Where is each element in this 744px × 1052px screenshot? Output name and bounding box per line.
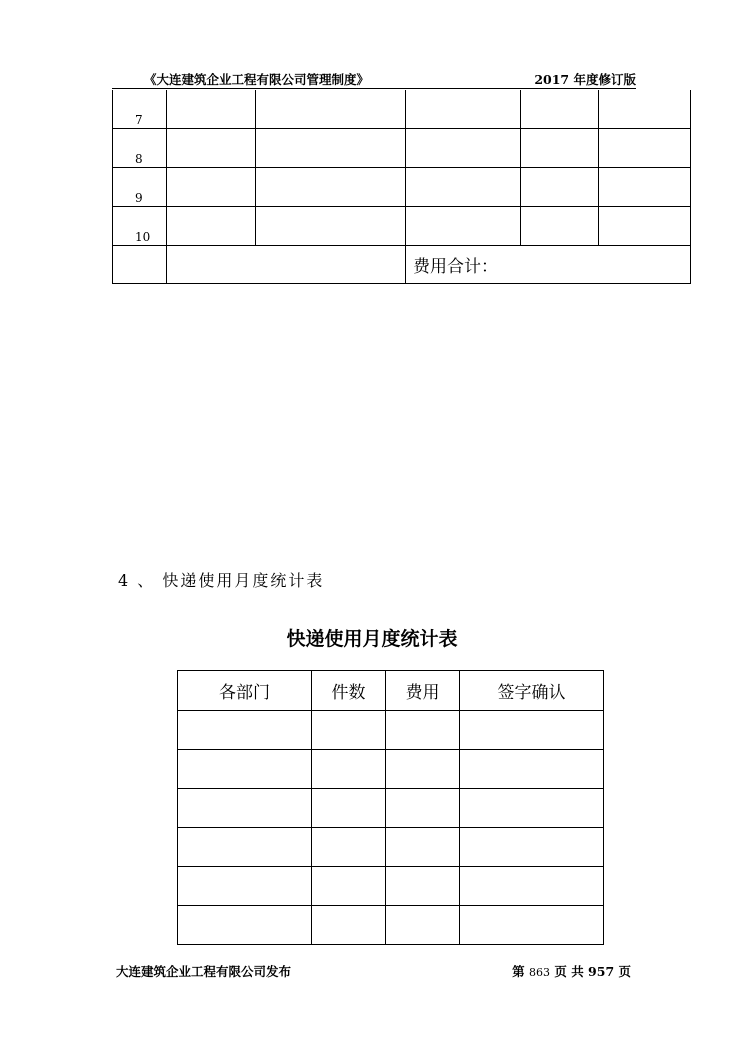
current-page: 863: [528, 966, 550, 979]
table-cell: [312, 828, 386, 867]
table-cell: [460, 906, 604, 945]
column-header-department: 各部门: [178, 671, 312, 711]
header-document-title: 《大连建筑企业工程有限公司管理制度》: [144, 72, 370, 87]
page-number: [512, 962, 631, 980]
table-row: [113, 129, 691, 168]
table-row: [178, 711, 604, 750]
table-cell: [312, 906, 386, 945]
table-cell: [167, 129, 256, 168]
table-row: [178, 828, 604, 867]
table-row: [178, 867, 604, 906]
table-cell: [599, 129, 691, 168]
table-cell: [256, 90, 406, 129]
total-row: [113, 246, 691, 284]
page-suffix: 页: [614, 964, 631, 979]
table-cell: [167, 246, 406, 284]
express-usage-table: [177, 670, 604, 945]
total-cost-label: 费用合计：: [406, 246, 691, 284]
table-row: [113, 90, 691, 129]
table-cell: [406, 90, 521, 129]
row-number: 10: [113, 207, 167, 246]
table-cell: [460, 867, 604, 906]
table-cell: [178, 828, 312, 867]
column-header-signature: 签字确认: [460, 671, 604, 711]
table-cell: [256, 168, 406, 207]
table-header-row: [178, 671, 604, 711]
table-cell: [312, 750, 386, 789]
table-cell: [521, 207, 599, 246]
table-cell: [599, 90, 691, 129]
table-cell: [521, 168, 599, 207]
table-row: [113, 168, 691, 207]
table-cell: [386, 828, 460, 867]
table-row: [178, 750, 604, 789]
table-cell: [167, 168, 256, 207]
column-header-count: 件数: [312, 671, 386, 711]
table-cell: [113, 246, 167, 284]
expense-table-continued: [112, 90, 691, 284]
row-number: 8: [113, 129, 167, 168]
column-header-cost: 费用: [386, 671, 460, 711]
page-prefix: 第: [512, 964, 529, 979]
table-cell: [406, 207, 521, 246]
table-row: [113, 207, 691, 246]
table-cell: [386, 867, 460, 906]
page-footer: [112, 962, 636, 982]
table-cell: [312, 711, 386, 750]
table-cell: [460, 828, 604, 867]
table-cell: [386, 906, 460, 945]
table-cell: [178, 906, 312, 945]
row-number: 9: [113, 168, 167, 207]
section-heading: 4 、 快递使用月度统计表: [118, 571, 325, 590]
table-cell: [521, 129, 599, 168]
table-cell: [256, 207, 406, 246]
table-cell: [521, 90, 599, 129]
table-cell: [167, 90, 256, 129]
express-table-title: 快递使用月度统计表: [286, 628, 458, 650]
table-cell: [460, 711, 604, 750]
footer-publisher: 大连建筑企业工程有限公司发布: [116, 964, 292, 979]
table-cell: [460, 789, 604, 828]
table-cell: [406, 168, 521, 207]
table-cell: [460, 750, 604, 789]
page-header: [112, 68, 636, 89]
header-revision: 2017 年度修订版: [534, 72, 636, 87]
total-pages: 957: [588, 964, 615, 979]
table-cell: [178, 711, 312, 750]
table-cell: [312, 789, 386, 828]
table-cell: [386, 750, 460, 789]
table-cell: [178, 789, 312, 828]
table-cell: [599, 168, 691, 207]
table-row: [178, 906, 604, 945]
table-cell: [312, 867, 386, 906]
table-cell: [406, 129, 521, 168]
table-cell: [386, 789, 460, 828]
table-cell: [178, 867, 312, 906]
table-row: [178, 789, 604, 828]
page-middle: 页 共: [549, 964, 589, 979]
table-cell: [167, 207, 256, 246]
row-number: 7: [113, 90, 167, 129]
table-cell: [178, 750, 312, 789]
table-cell: [386, 711, 460, 750]
table-cell: [256, 129, 406, 168]
table-cell: [599, 207, 691, 246]
